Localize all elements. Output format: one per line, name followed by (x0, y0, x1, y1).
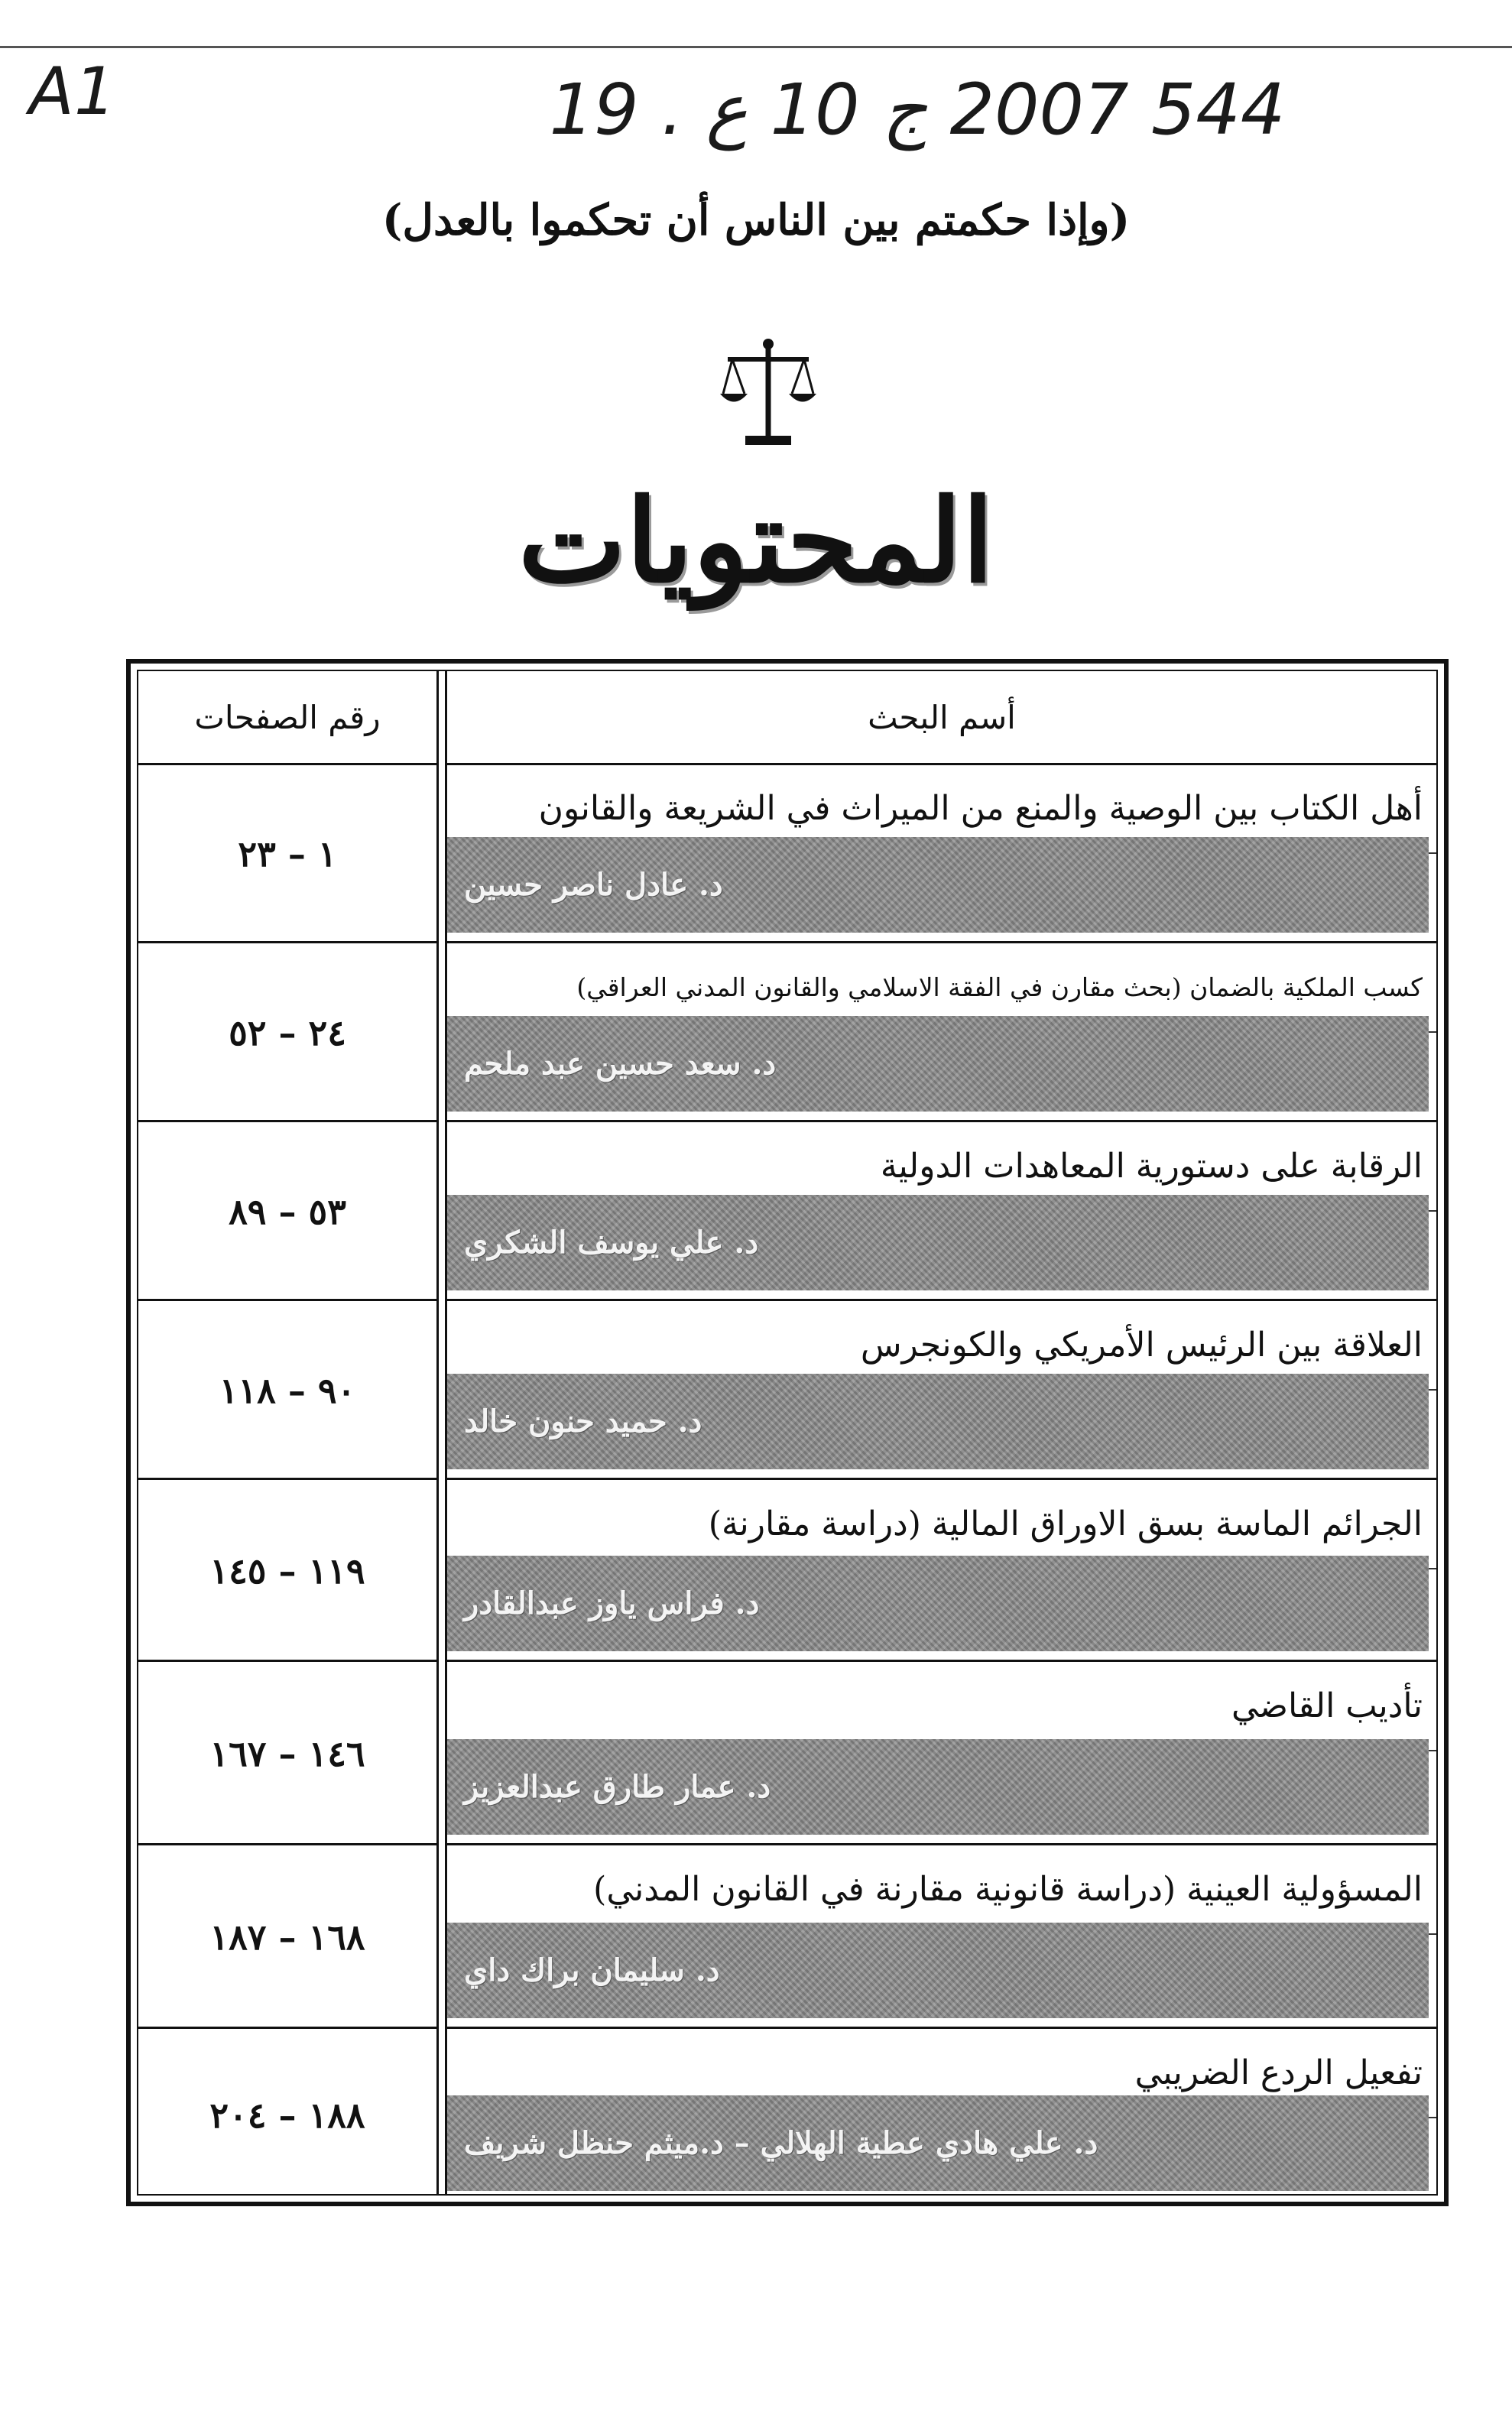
research-title: المسؤولية العينية (دراسة قانونية مقارنة في القانون المدني) (593, 1870, 1423, 1909)
table-row (138, 764, 1436, 943)
table-row (138, 1480, 1436, 1662)
author-name: د. حميد حنون خالد (447, 1374, 1429, 1469)
column-divider (436, 671, 447, 2194)
table-row (138, 943, 1436, 1122)
research-title: أهل الكتاب بين الوصية والمنع من الميراث في الشريعة والقانون (538, 789, 1423, 828)
column-header-title: أسم البحث (868, 698, 1016, 736)
author-name: د. عمار طارق عبدالعزيز (447, 1739, 1429, 1835)
research-title: كسب الملكية بالضمان (بحث مقارن في الفقة الاسلامي والقانون المدني العراقي) (576, 972, 1423, 1002)
table-row (138, 1845, 1436, 2029)
page-range: ١١٩ – ١٤٥ (209, 1550, 365, 1592)
research-title: الرقابة على دستورية المعاهدات الدولية (880, 1147, 1423, 1186)
scales-of-justice-icon (719, 336, 818, 451)
page-range: ٩٠ – ١١٨ (219, 1370, 356, 1411)
author-name: د. علي هادي عطية الهلالي – د.ميثم حنظل شريف (447, 2095, 1429, 2191)
page-range: ١ – ٢٣ (238, 833, 337, 875)
contents-table (126, 659, 1449, 2206)
top-rule (0, 46, 1512, 48)
table-row (138, 1122, 1436, 1301)
page-range: ٢٤ – ٥٢ (229, 1012, 346, 1053)
author-name: د. فراس ياوز عبدالقادر (447, 1556, 1429, 1651)
table-row (138, 1301, 1436, 1480)
column-header-pages: رقم الصفحات (194, 698, 381, 736)
page-range: ١٨٨ – ٢٠٤ (209, 2095, 365, 2136)
research-title: العلاقة بين الرئيس الأمريكي والكونجرس (860, 1326, 1423, 1365)
research-title: تفعيل الردع الضريبي (1134, 2053, 1423, 2092)
author-name: د. علي يوسف الشكري (447, 1195, 1429, 1290)
page-title: المحتويات (518, 474, 994, 609)
page-range: ٥٣ – ٨٩ (229, 1191, 346, 1232)
table-row (138, 2029, 1436, 2202)
handwritten-ref-code: A1 (29, 54, 116, 130)
research-title: تأديب القاضي (1231, 1686, 1423, 1725)
author-name: د. سليمان براك داي (447, 1923, 1429, 2018)
quran-verse: (وإذا حكمتم بين الناس أن تحكموا بالعدل) (381, 195, 1131, 245)
handwritten-issue-line: 544 2007 ج 10 ع . 19 (549, 69, 1286, 151)
page-range: ١٦٨ – ١٨٧ (209, 1917, 365, 1958)
research-title: الجرائم الماسة بسق الاوراق المالية (دراسة مقارنة) (708, 1504, 1423, 1543)
author-name: د. سعد حسين عبد ملحم (447, 1016, 1429, 1112)
author-name: د. عادل ناصر حسين (447, 837, 1429, 933)
contents-table-inner (137, 670, 1438, 2196)
table-row (138, 1662, 1436, 1845)
page-range: ١٤٦ – ١٦٧ (209, 1733, 365, 1774)
